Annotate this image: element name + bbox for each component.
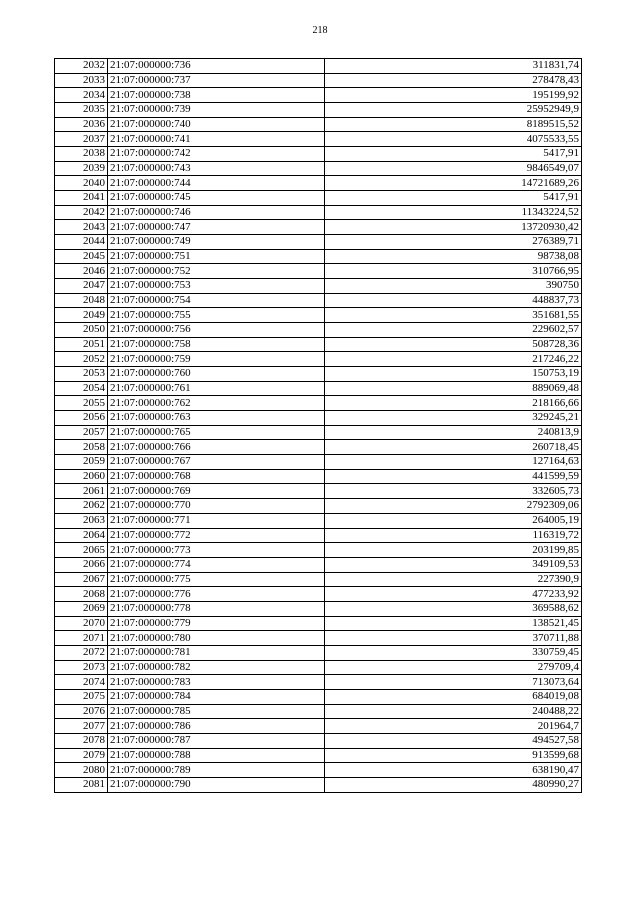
row-number-cell: 2075 <box>55 689 108 704</box>
cadastral-number-cell: 21:07:000000:789 <box>108 763 325 778</box>
row-number-cell: 2051 <box>55 337 108 352</box>
value-cell: 278478,43 <box>325 73 582 88</box>
row-number-cell: 2069 <box>55 601 108 616</box>
value-cell: 264005,19 <box>325 513 582 528</box>
value-cell: 201964,7 <box>325 719 582 734</box>
cadastral-number-cell: 21:07:000000:741 <box>108 132 325 147</box>
value-cell: 2792309,06 <box>325 499 582 514</box>
value-cell: 5417,91 <box>325 191 582 206</box>
value-cell: 229602,57 <box>325 323 582 338</box>
row-number-cell: 2047 <box>55 279 108 294</box>
table-row <box>55 161 582 176</box>
table-row <box>55 411 582 426</box>
cadastral-number-cell: 21:07:000000:790 <box>108 777 325 792</box>
row-number-cell: 2072 <box>55 645 108 660</box>
table-row <box>55 396 582 411</box>
row-number-cell: 2045 <box>55 249 108 264</box>
value-cell: 913599,68 <box>325 748 582 763</box>
table-row <box>55 103 582 118</box>
row-number-cell: 2080 <box>55 763 108 778</box>
cadastral-number-cell: 21:07:000000:781 <box>108 645 325 660</box>
value-cell: 889069,48 <box>325 381 582 396</box>
table-row <box>55 381 582 396</box>
row-number-cell: 2078 <box>55 733 108 748</box>
cadastral-number-cell: 21:07:000000:756 <box>108 323 325 338</box>
cadastral-number-cell: 21:07:000000:752 <box>108 264 325 279</box>
table-row <box>55 631 582 646</box>
row-number-cell: 2065 <box>55 543 108 558</box>
row-number-cell: 2070 <box>55 616 108 631</box>
cadastral-number-cell: 21:07:000000:769 <box>108 484 325 499</box>
row-number-cell: 2036 <box>55 117 108 132</box>
value-cell: 11343224,52 <box>325 205 582 220</box>
value-cell: 279709,4 <box>325 660 582 675</box>
row-number-cell: 2034 <box>55 88 108 103</box>
table-row <box>55 293 582 308</box>
table-row <box>55 689 582 704</box>
table-row <box>55 484 582 499</box>
value-cell: 217246,22 <box>325 352 582 367</box>
table-row <box>55 675 582 690</box>
cadastral-number-cell: 21:07:000000:787 <box>108 733 325 748</box>
table-row <box>55 323 582 338</box>
table-row <box>55 733 582 748</box>
cadastral-number-cell: 21:07:000000:740 <box>108 117 325 132</box>
row-number-cell: 2076 <box>55 704 108 719</box>
row-number-cell: 2061 <box>55 484 108 499</box>
table-row <box>55 59 582 74</box>
row-number-cell: 2057 <box>55 425 108 440</box>
value-cell: 370711,88 <box>325 631 582 646</box>
cadastral-table <box>54 58 582 793</box>
row-number-cell: 2058 <box>55 440 108 455</box>
cadastral-number-cell: 21:07:000000:771 <box>108 513 325 528</box>
row-number-cell: 2055 <box>55 396 108 411</box>
row-number-cell: 2064 <box>55 528 108 543</box>
table-row <box>55 543 582 558</box>
row-number-cell: 2041 <box>55 191 108 206</box>
table-row <box>55 587 582 602</box>
cadastral-number-cell: 21:07:000000:737 <box>108 73 325 88</box>
table-row <box>55 748 582 763</box>
cadastral-number-cell: 21:07:000000:766 <box>108 440 325 455</box>
value-cell: 494527,58 <box>325 733 582 748</box>
cadastral-number-cell: 21:07:000000:754 <box>108 293 325 308</box>
cadastral-number-cell: 21:07:000000:746 <box>108 205 325 220</box>
row-number-cell: 2048 <box>55 293 108 308</box>
row-number-cell: 2037 <box>55 132 108 147</box>
value-cell: 276389,71 <box>325 235 582 250</box>
value-cell: 684019,08 <box>325 689 582 704</box>
value-cell: 195199,92 <box>325 88 582 103</box>
value-cell: 390750 <box>325 279 582 294</box>
table-row <box>55 205 582 220</box>
cadastral-number-cell: 21:07:000000:772 <box>108 528 325 543</box>
row-number-cell: 2062 <box>55 499 108 514</box>
cadastral-number-cell: 21:07:000000:762 <box>108 396 325 411</box>
table-row <box>55 469 582 484</box>
value-cell: 116319,72 <box>325 528 582 543</box>
row-number-cell: 2046 <box>55 264 108 279</box>
table-row <box>55 191 582 206</box>
row-number-cell: 2063 <box>55 513 108 528</box>
cadastral-number-cell: 21:07:000000:768 <box>108 469 325 484</box>
row-number-cell: 2071 <box>55 631 108 646</box>
table-row <box>55 572 582 587</box>
value-cell: 240488,22 <box>325 704 582 719</box>
page-number: 218 <box>312 25 328 36</box>
cadastral-number-cell: 21:07:000000:749 <box>108 235 325 250</box>
table-row <box>55 249 582 264</box>
value-cell: 25952949,9 <box>325 103 582 118</box>
table-row <box>55 645 582 660</box>
row-number-cell: 2081 <box>55 777 108 792</box>
value-cell: 448837,73 <box>325 293 582 308</box>
row-number-cell: 2053 <box>55 367 108 382</box>
value-cell: 713073,64 <box>325 675 582 690</box>
cadastral-number-cell: 21:07:000000:774 <box>108 557 325 572</box>
row-number-cell: 2032 <box>55 59 108 74</box>
cadastral-number-cell: 21:07:000000:745 <box>108 191 325 206</box>
value-cell: 218166,66 <box>325 396 582 411</box>
table-row <box>55 660 582 675</box>
table-row <box>55 704 582 719</box>
row-number-cell: 2060 <box>55 469 108 484</box>
cadastral-number-cell: 21:07:000000:770 <box>108 499 325 514</box>
value-cell: 203199,85 <box>325 543 582 558</box>
cadastral-number-cell: 21:07:000000:759 <box>108 352 325 367</box>
table-row <box>55 777 582 792</box>
table-row <box>55 425 582 440</box>
row-number-cell: 2066 <box>55 557 108 572</box>
row-number-cell: 2042 <box>55 205 108 220</box>
row-number-cell: 2073 <box>55 660 108 675</box>
value-cell: 227390,9 <box>325 572 582 587</box>
cadastral-number-cell: 21:07:000000:775 <box>108 572 325 587</box>
row-number-cell: 2056 <box>55 411 108 426</box>
table-row <box>55 308 582 323</box>
value-cell: 98738,08 <box>325 249 582 264</box>
table-row <box>55 513 582 528</box>
cadastral-number-cell: 21:07:000000:776 <box>108 587 325 602</box>
value-cell: 329245,21 <box>325 411 582 426</box>
cadastral-number-cell: 21:07:000000:779 <box>108 616 325 631</box>
cadastral-number-cell: 21:07:000000:784 <box>108 689 325 704</box>
table-row <box>55 176 582 191</box>
table-row <box>55 88 582 103</box>
value-cell: 127164,63 <box>325 455 582 470</box>
cadastral-number-cell: 21:07:000000:785 <box>108 704 325 719</box>
cadastral-number-cell: 21:07:000000:753 <box>108 279 325 294</box>
table-row <box>55 235 582 250</box>
cadastral-number-cell: 21:07:000000:786 <box>108 719 325 734</box>
value-cell: 351681,55 <box>325 308 582 323</box>
value-cell: 349109,53 <box>325 557 582 572</box>
value-cell: 260718,45 <box>325 440 582 455</box>
row-number-cell: 2040 <box>55 176 108 191</box>
cadastral-number-cell: 21:07:000000:780 <box>108 631 325 646</box>
cadastral-number-cell: 21:07:000000:773 <box>108 543 325 558</box>
cadastral-number-cell: 21:07:000000:739 <box>108 103 325 118</box>
table-row <box>55 117 582 132</box>
table-row <box>55 616 582 631</box>
row-number-cell: 2044 <box>55 235 108 250</box>
table-row <box>55 557 582 572</box>
value-cell: 480990,27 <box>325 777 582 792</box>
table-body <box>55 59 582 793</box>
table-row <box>55 528 582 543</box>
table-row <box>55 147 582 162</box>
row-number-cell: 2033 <box>55 73 108 88</box>
table-row <box>55 132 582 147</box>
value-cell: 8189515,52 <box>325 117 582 132</box>
cadastral-number-cell: 21:07:000000:760 <box>108 367 325 382</box>
table-row <box>55 337 582 352</box>
value-cell: 13720930,42 <box>325 220 582 235</box>
table-row <box>55 220 582 235</box>
table-row <box>55 352 582 367</box>
value-cell: 5417,91 <box>325 147 582 162</box>
cadastral-number-cell: 21:07:000000:736 <box>108 59 325 74</box>
cadastral-number-cell: 21:07:000000:744 <box>108 176 325 191</box>
cadastral-number-cell: 21:07:000000:765 <box>108 425 325 440</box>
row-number-cell: 2038 <box>55 147 108 162</box>
value-cell: 138521,45 <box>325 616 582 631</box>
cadastral-number-cell: 21:07:000000:763 <box>108 411 325 426</box>
row-number-cell: 2067 <box>55 572 108 587</box>
value-cell: 508728,36 <box>325 337 582 352</box>
cadastral-number-cell: 21:07:000000:738 <box>108 88 325 103</box>
value-cell: 638190,47 <box>325 763 582 778</box>
value-cell: 14721689,26 <box>325 176 582 191</box>
value-cell: 441599,59 <box>325 469 582 484</box>
cadastral-number-cell: 21:07:000000:747 <box>108 220 325 235</box>
row-number-cell: 2068 <box>55 587 108 602</box>
value-cell: 4075533,55 <box>325 132 582 147</box>
table-row <box>55 719 582 734</box>
cadastral-number-cell: 21:07:000000:778 <box>108 601 325 616</box>
table-row <box>55 499 582 514</box>
value-cell: 332605,73 <box>325 484 582 499</box>
table-row <box>55 763 582 778</box>
cadastral-number-cell: 21:07:000000:758 <box>108 337 325 352</box>
cadastral-number-cell: 21:07:000000:743 <box>108 161 325 176</box>
row-number-cell: 2049 <box>55 308 108 323</box>
value-cell: 9846549,07 <box>325 161 582 176</box>
cadastral-number-cell: 21:07:000000:788 <box>108 748 325 763</box>
cadastral-number-cell: 21:07:000000:782 <box>108 660 325 675</box>
value-cell: 310766,95 <box>325 264 582 279</box>
value-cell: 369588,62 <box>325 601 582 616</box>
row-number-cell: 2035 <box>55 103 108 118</box>
table-row <box>55 264 582 279</box>
table-row <box>55 440 582 455</box>
table-row <box>55 279 582 294</box>
value-cell: 240813,9 <box>325 425 582 440</box>
cadastral-table-container <box>54 58 581 793</box>
row-number-cell: 2052 <box>55 352 108 367</box>
table-row <box>55 73 582 88</box>
cadastral-number-cell: 21:07:000000:767 <box>108 455 325 470</box>
cadastral-number-cell: 21:07:000000:755 <box>108 308 325 323</box>
value-cell: 477233,92 <box>325 587 582 602</box>
cadastral-number-cell: 21:07:000000:742 <box>108 147 325 162</box>
cadastral-number-cell: 21:07:000000:783 <box>108 675 325 690</box>
row-number-cell: 2059 <box>55 455 108 470</box>
row-number-cell: 2043 <box>55 220 108 235</box>
table-row <box>55 601 582 616</box>
value-cell: 330759,45 <box>325 645 582 660</box>
cadastral-number-cell: 21:07:000000:751 <box>108 249 325 264</box>
row-number-cell: 2074 <box>55 675 108 690</box>
row-number-cell: 2039 <box>55 161 108 176</box>
table-row <box>55 367 582 382</box>
row-number-cell: 2077 <box>55 719 108 734</box>
row-number-cell: 2050 <box>55 323 108 338</box>
table-row <box>55 455 582 470</box>
value-cell: 311831,74 <box>325 59 582 74</box>
value-cell: 150753,19 <box>325 367 582 382</box>
row-number-cell: 2054 <box>55 381 108 396</box>
row-number-cell: 2079 <box>55 748 108 763</box>
cadastral-number-cell: 21:07:000000:761 <box>108 381 325 396</box>
